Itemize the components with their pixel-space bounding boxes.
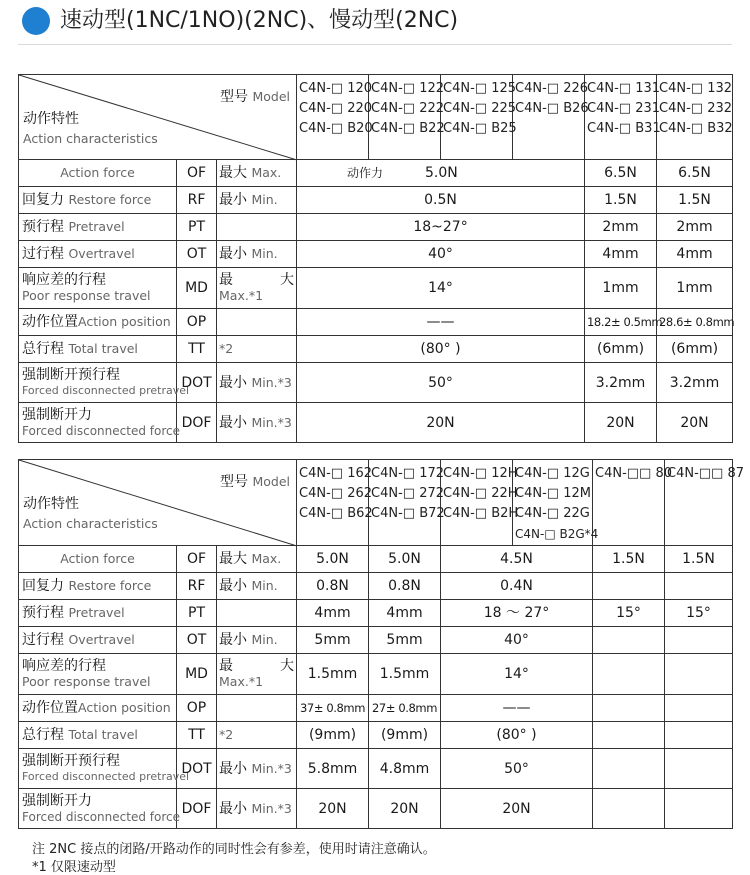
row-condition bbox=[217, 573, 297, 600]
row-label bbox=[19, 546, 177, 573]
row-condition bbox=[217, 600, 297, 627]
model-name: C4N-□ 132 bbox=[659, 81, 733, 96]
row-label bbox=[19, 214, 177, 241]
model-name: C4N-□ 172 bbox=[371, 466, 445, 481]
model-name: C4N-□ B31 bbox=[587, 121, 661, 136]
row-condition bbox=[217, 336, 297, 363]
value: 5.0N bbox=[425, 165, 458, 181]
cond-en: Max.*1 bbox=[219, 288, 264, 303]
header-divider bbox=[18, 44, 732, 45]
row-label bbox=[19, 600, 177, 627]
table1-model-col-4 bbox=[513, 75, 589, 160]
row-label-en: Overtravel bbox=[68, 246, 135, 261]
row-code: TT bbox=[177, 722, 217, 749]
row-condition bbox=[217, 654, 297, 695]
row-label-zh: 强制断开预行程 bbox=[22, 366, 120, 383]
row-condition bbox=[217, 214, 297, 241]
row-label bbox=[19, 627, 177, 654]
cond-zh: 最小 bbox=[219, 192, 247, 208]
row-label-en: Action force bbox=[60, 551, 135, 566]
cond-en: Max. bbox=[251, 551, 282, 566]
model-label-en: Model bbox=[252, 474, 291, 489]
table1-header-row bbox=[19, 75, 733, 160]
value-cell: 18 ～ 27° bbox=[441, 600, 593, 627]
value-cell: 37± 0.8mm bbox=[297, 695, 369, 722]
table-row bbox=[19, 573, 733, 600]
cond-zh: 最小 bbox=[219, 414, 247, 431]
value-cell: 1.5mm bbox=[297, 654, 369, 695]
value-cell: (6mm) bbox=[585, 336, 657, 363]
value-cell: 5.0N bbox=[369, 546, 441, 573]
model-label-zh: 型号 bbox=[220, 89, 249, 105]
model-name: C4N-□ 122 bbox=[371, 81, 445, 96]
row-code: DOF bbox=[177, 403, 217, 443]
row-label-zh: 动作位置 bbox=[22, 700, 78, 716]
model-name: C4N-□ 220 bbox=[299, 101, 373, 116]
model-name: C4N-□ 131 bbox=[587, 81, 661, 96]
value-cell: 50° bbox=[297, 363, 585, 403]
value-cell: 15° bbox=[665, 600, 733, 627]
model-name: C4N-□ B22 bbox=[371, 121, 445, 136]
row-label-zh: 响应差的行程 bbox=[22, 658, 106, 674]
row-label-zh: 过行程 bbox=[22, 246, 64, 262]
value-cell: 18.2± 0.5mm bbox=[585, 309, 657, 336]
cond-zh: 最大 bbox=[219, 165, 247, 181]
value-cell: 50° bbox=[441, 749, 593, 789]
value-cell bbox=[593, 722, 665, 749]
model-label-en: Model bbox=[252, 89, 291, 104]
value-cell bbox=[665, 654, 733, 695]
model-name: C4N-□ 12G bbox=[515, 466, 590, 481]
value-cell: 1mm bbox=[585, 268, 657, 309]
model-name: C4N-□□ 87 bbox=[667, 466, 745, 481]
value-cell: 4mm bbox=[369, 600, 441, 627]
table-row bbox=[19, 722, 733, 749]
value-cell: —— bbox=[297, 309, 585, 336]
value-cell: 1.5N bbox=[585, 187, 657, 214]
row-code: OF bbox=[177, 546, 217, 573]
row-label bbox=[19, 241, 177, 268]
model-name: C4N-□ B26 bbox=[515, 101, 589, 116]
row-label bbox=[19, 722, 177, 749]
row-label bbox=[19, 268, 177, 309]
table2-model-col-1 bbox=[297, 460, 373, 546]
table1-model-col-6 bbox=[657, 75, 733, 160]
table-row bbox=[19, 600, 733, 627]
char-label-zh: 动作特性 bbox=[23, 496, 79, 512]
value-cell bbox=[665, 695, 733, 722]
model-name: C4N-□ 22G bbox=[515, 506, 590, 521]
row-label bbox=[19, 695, 177, 722]
table-row bbox=[19, 789, 733, 829]
value-cell bbox=[593, 654, 665, 695]
model-name: C4N-□ 22H bbox=[443, 486, 518, 501]
value-cell: (6mm) bbox=[657, 336, 733, 363]
table-row bbox=[19, 695, 733, 722]
table1-model-col-2 bbox=[369, 75, 445, 160]
cond-zh: 大 bbox=[280, 658, 295, 674]
value-cell: 27± 0.8mm bbox=[369, 695, 441, 722]
row-condition bbox=[217, 403, 297, 443]
model-label bbox=[220, 89, 290, 105]
cond-en: Max. bbox=[251, 165, 282, 180]
value-cell: 1.5N bbox=[665, 546, 733, 573]
action-force-note: 动作力 bbox=[347, 166, 384, 180]
table-row bbox=[19, 268, 733, 309]
table1-corner-cell bbox=[19, 75, 297, 160]
value-cell: 20N bbox=[297, 403, 585, 443]
row-label-zh: 强制断开预行程 bbox=[22, 752, 120, 769]
row-condition bbox=[217, 749, 297, 789]
value-cell bbox=[665, 789, 733, 829]
footnote-1: 注 2NC 接点的闭路/开路动作的同时性会有参差，使用时请注意确认。 bbox=[32, 842, 436, 857]
row-condition bbox=[217, 627, 297, 654]
table2-header-row bbox=[19, 460, 733, 546]
row-label-en: Restore force bbox=[68, 578, 152, 593]
table2-model-col-5 bbox=[593, 460, 673, 546]
action-characteristics-label bbox=[23, 494, 158, 534]
row-label-zh: 总行程 bbox=[22, 341, 64, 357]
row-code: DOT bbox=[177, 749, 217, 789]
row-label-en: Action position bbox=[78, 700, 171, 715]
page-title: 速动型(1NC/1NO)(2NC)、慢动型(2NC) bbox=[60, 8, 459, 33]
model-name: C4N-□ B2H bbox=[443, 506, 519, 521]
table-row bbox=[19, 309, 733, 336]
row-code: DOF bbox=[177, 789, 217, 829]
cond-en: Min. bbox=[251, 246, 278, 261]
table-row bbox=[19, 160, 733, 187]
char-label-zh: 动作特性 bbox=[23, 111, 79, 127]
table1-model-col-1 bbox=[297, 75, 373, 160]
value-cell: 5mm bbox=[297, 627, 369, 654]
value-cell bbox=[593, 627, 665, 654]
value-cell: (9mm) bbox=[297, 722, 369, 749]
value-cell: 4mm bbox=[585, 241, 657, 268]
model-name: C4N-□ 272 bbox=[371, 486, 445, 501]
row-label bbox=[19, 309, 177, 336]
model-name: C4N-□ 125 bbox=[443, 81, 517, 96]
row-label-en: Poor response travel bbox=[22, 288, 151, 303]
row-label bbox=[19, 403, 180, 443]
row-label-en: Poor response travel bbox=[22, 674, 151, 689]
row-code: PT bbox=[177, 600, 217, 627]
row-label bbox=[19, 654, 177, 695]
row-label-en: Forced disconnected force bbox=[22, 809, 180, 824]
table-row bbox=[19, 363, 733, 403]
row-label-en: Restore force bbox=[68, 192, 152, 207]
cond-en: *2 bbox=[219, 727, 234, 742]
value-cell bbox=[593, 789, 665, 829]
spec-table-1 bbox=[18, 74, 733, 443]
table2-corner-cell bbox=[19, 460, 297, 546]
model-name: C4N-□ 222 bbox=[371, 101, 445, 116]
value-cell: (80° ) bbox=[297, 336, 585, 363]
row-code: MD bbox=[177, 654, 217, 695]
model-name: C4N-□ B2G*4 bbox=[515, 527, 599, 541]
row-label-en: Forced disconnected force bbox=[22, 423, 180, 438]
row-code: DOT bbox=[177, 363, 217, 403]
row-label-zh: 回复力 bbox=[22, 192, 64, 208]
table-row bbox=[19, 403, 733, 443]
row-label-en: Overtravel bbox=[68, 632, 135, 647]
row-code: OP bbox=[177, 309, 217, 336]
cond-en: Min.*3 bbox=[251, 374, 292, 390]
row-code: TT bbox=[177, 336, 217, 363]
table-row bbox=[19, 749, 733, 789]
table-row bbox=[19, 214, 733, 241]
row-code: OT bbox=[177, 627, 217, 654]
row-label-en: Total travel bbox=[68, 341, 138, 356]
cond-zh: 最小 bbox=[219, 760, 247, 777]
row-label bbox=[19, 573, 177, 600]
value-cell: 20N bbox=[441, 789, 593, 829]
row-condition bbox=[217, 363, 297, 403]
value-cell: 20N bbox=[369, 789, 441, 829]
value-cell: 2mm bbox=[657, 214, 733, 241]
value-cell: 40° bbox=[441, 627, 593, 654]
table2-model-col-2 bbox=[369, 460, 445, 546]
model-label bbox=[220, 474, 290, 490]
value-cell: 20N bbox=[657, 403, 733, 443]
cond-en: Min.*3 bbox=[251, 760, 292, 776]
row-condition bbox=[217, 309, 297, 336]
row-label-zh: 过行程 bbox=[22, 632, 64, 648]
row-condition bbox=[217, 695, 297, 722]
model-name: C4N-□ 12M bbox=[515, 486, 591, 501]
value-cell bbox=[665, 573, 733, 600]
cond-zh: 最小 bbox=[219, 246, 247, 262]
model-label-zh: 型号 bbox=[220, 474, 249, 490]
model-name: C4N-□ 120 bbox=[299, 81, 373, 96]
row-label-zh: 预行程 bbox=[22, 605, 64, 621]
cond-en: Max.*1 bbox=[219, 674, 264, 689]
row-label bbox=[19, 336, 177, 363]
cond-zh: 大 bbox=[280, 272, 295, 288]
value-cell: 0.4N bbox=[441, 573, 593, 600]
value-cell: (9mm) bbox=[369, 722, 441, 749]
value-cell: 20N bbox=[585, 403, 657, 443]
row-label-zh: 动作位置 bbox=[22, 314, 78, 330]
row-condition bbox=[217, 268, 297, 309]
row-label-en: Pretravel bbox=[68, 219, 125, 234]
model-name: C4N-□□ 80 bbox=[595, 466, 673, 481]
char-label-en: Action characteristics bbox=[23, 516, 158, 531]
value-cell: 4.8mm bbox=[369, 749, 441, 789]
model-name: C4N-□ 231 bbox=[587, 101, 661, 116]
bullet-circle-icon bbox=[22, 7, 50, 35]
cond-en: *2 bbox=[219, 341, 234, 356]
row-label-en: Pretravel bbox=[68, 605, 125, 620]
cond-en: Min. bbox=[251, 632, 278, 647]
model-name: C4N-□ 162 bbox=[299, 466, 373, 481]
row-label-en: Action position bbox=[78, 314, 171, 329]
row-label-en: Total travel bbox=[68, 727, 138, 742]
row-condition bbox=[217, 160, 297, 187]
value-cell: 3.2mm bbox=[657, 363, 733, 403]
cond-en: Min.*3 bbox=[251, 414, 292, 430]
row-condition bbox=[217, 789, 297, 829]
value-cell: 1.5N bbox=[593, 546, 665, 573]
model-name: C4N-□ 262 bbox=[299, 486, 373, 501]
row-code: OT bbox=[177, 241, 217, 268]
model-name: C4N-□ B62 bbox=[299, 506, 373, 521]
cond-zh: 最大 bbox=[219, 551, 247, 567]
cond-en: Min. bbox=[251, 192, 278, 207]
value-cell: 15° bbox=[593, 600, 665, 627]
value-cell: 6.5N bbox=[657, 160, 733, 187]
row-code: MD bbox=[177, 268, 217, 309]
row-code: PT bbox=[177, 214, 217, 241]
value-cell bbox=[593, 749, 665, 789]
value-cell: 40° bbox=[297, 241, 585, 268]
row-condition bbox=[217, 187, 297, 214]
footnote-2: *1 仅限速动型 bbox=[32, 860, 116, 875]
row-label bbox=[19, 160, 177, 187]
value-cell: 5mm bbox=[369, 627, 441, 654]
table2-model-col-4 bbox=[513, 460, 599, 546]
value-cell: 4.5N bbox=[441, 546, 593, 573]
model-name: C4N-□ B72 bbox=[371, 506, 445, 521]
row-condition bbox=[217, 546, 297, 573]
row-label-zh: 强制断开力 bbox=[22, 792, 92, 809]
table2-model-col-3 bbox=[441, 460, 519, 546]
value-cell: 20N bbox=[297, 789, 369, 829]
value-cell bbox=[297, 160, 585, 187]
value-cell: 2mm bbox=[585, 214, 657, 241]
value-cell: 3.2mm bbox=[585, 363, 657, 403]
value-cell: 4mm bbox=[297, 600, 369, 627]
value-cell: 5.0N bbox=[297, 546, 369, 573]
row-label-zh: 强制断开力 bbox=[22, 406, 92, 423]
value-cell: 6.5N bbox=[585, 160, 657, 187]
value-cell bbox=[665, 749, 733, 789]
row-code: OF bbox=[177, 160, 217, 187]
row-label-en: Forced disconnected pretravel bbox=[22, 769, 190, 783]
value-cell bbox=[665, 627, 733, 654]
row-code: RF bbox=[177, 187, 217, 214]
value-cell: 5.8mm bbox=[297, 749, 369, 789]
page-header bbox=[0, 0, 750, 44]
table-row bbox=[19, 627, 733, 654]
value-cell: —— bbox=[441, 695, 593, 722]
row-condition bbox=[217, 722, 297, 749]
spec-table-2 bbox=[18, 459, 745, 829]
row-label bbox=[19, 789, 180, 829]
row-label-zh: 回复力 bbox=[22, 578, 64, 594]
value-cell: 0.8N bbox=[369, 573, 441, 600]
value-cell: 18~27° bbox=[297, 214, 585, 241]
cond-zh: 最小 bbox=[219, 800, 247, 817]
value-cell: 4mm bbox=[657, 241, 733, 268]
table-row bbox=[19, 241, 733, 268]
value-cell: 14° bbox=[441, 654, 593, 695]
model-name: C4N-□ 226 bbox=[515, 81, 589, 96]
cond-zh: 最 bbox=[219, 658, 233, 674]
value-cell bbox=[665, 722, 733, 749]
cond-en: Min. bbox=[251, 578, 278, 593]
model-name: C4N-□ B32 bbox=[659, 121, 733, 136]
row-condition bbox=[217, 241, 297, 268]
row-label bbox=[19, 187, 177, 214]
value-cell: (80° ) bbox=[441, 722, 593, 749]
char-label-en: Action characteristics bbox=[23, 131, 158, 146]
value-cell: 28.6± 0.8mm bbox=[657, 309, 733, 336]
value-cell: 1mm bbox=[657, 268, 733, 309]
value-cell bbox=[593, 573, 665, 600]
row-label-zh: 响应差的行程 bbox=[22, 272, 106, 288]
value-cell: 14° bbox=[297, 268, 585, 309]
table2-model-col-6 bbox=[665, 460, 745, 546]
row-label-zh: 总行程 bbox=[22, 727, 64, 743]
model-name: C4N-□ B20 bbox=[299, 121, 373, 136]
value-cell bbox=[593, 695, 665, 722]
row-code: RF bbox=[177, 573, 217, 600]
row-label-en: Forced disconnected pretravel bbox=[22, 383, 190, 397]
table1-model-col-3 bbox=[441, 75, 517, 160]
table-row bbox=[19, 654, 733, 695]
model-name: C4N-□ 225 bbox=[443, 101, 517, 116]
row-label-zh: 预行程 bbox=[22, 219, 64, 235]
model-name: C4N-□ 12H bbox=[443, 466, 518, 481]
cond-zh: 最小 bbox=[219, 632, 247, 648]
cond-zh: 最小 bbox=[219, 374, 247, 391]
table-row bbox=[19, 546, 733, 573]
cond-zh: 最小 bbox=[219, 578, 247, 594]
action-characteristics-label bbox=[23, 109, 158, 149]
value-cell: 1.5mm bbox=[369, 654, 441, 695]
cond-zh: 最 bbox=[219, 272, 233, 288]
row-label-en: Action force bbox=[60, 165, 135, 180]
model-name: C4N-□ 232 bbox=[659, 101, 733, 116]
table-row bbox=[19, 336, 733, 363]
table-row bbox=[19, 187, 733, 214]
model-name: C4N-□ B25 bbox=[443, 121, 517, 136]
value-cell: 1.5N bbox=[657, 187, 733, 214]
value-cell: 0.8N bbox=[297, 573, 369, 600]
table1-model-col-5 bbox=[585, 75, 661, 160]
row-code: OP bbox=[177, 695, 217, 722]
cond-en: Min.*3 bbox=[251, 800, 292, 816]
value-cell: 0.5N bbox=[297, 187, 585, 214]
row-label bbox=[19, 749, 190, 789]
row-label bbox=[19, 363, 190, 403]
